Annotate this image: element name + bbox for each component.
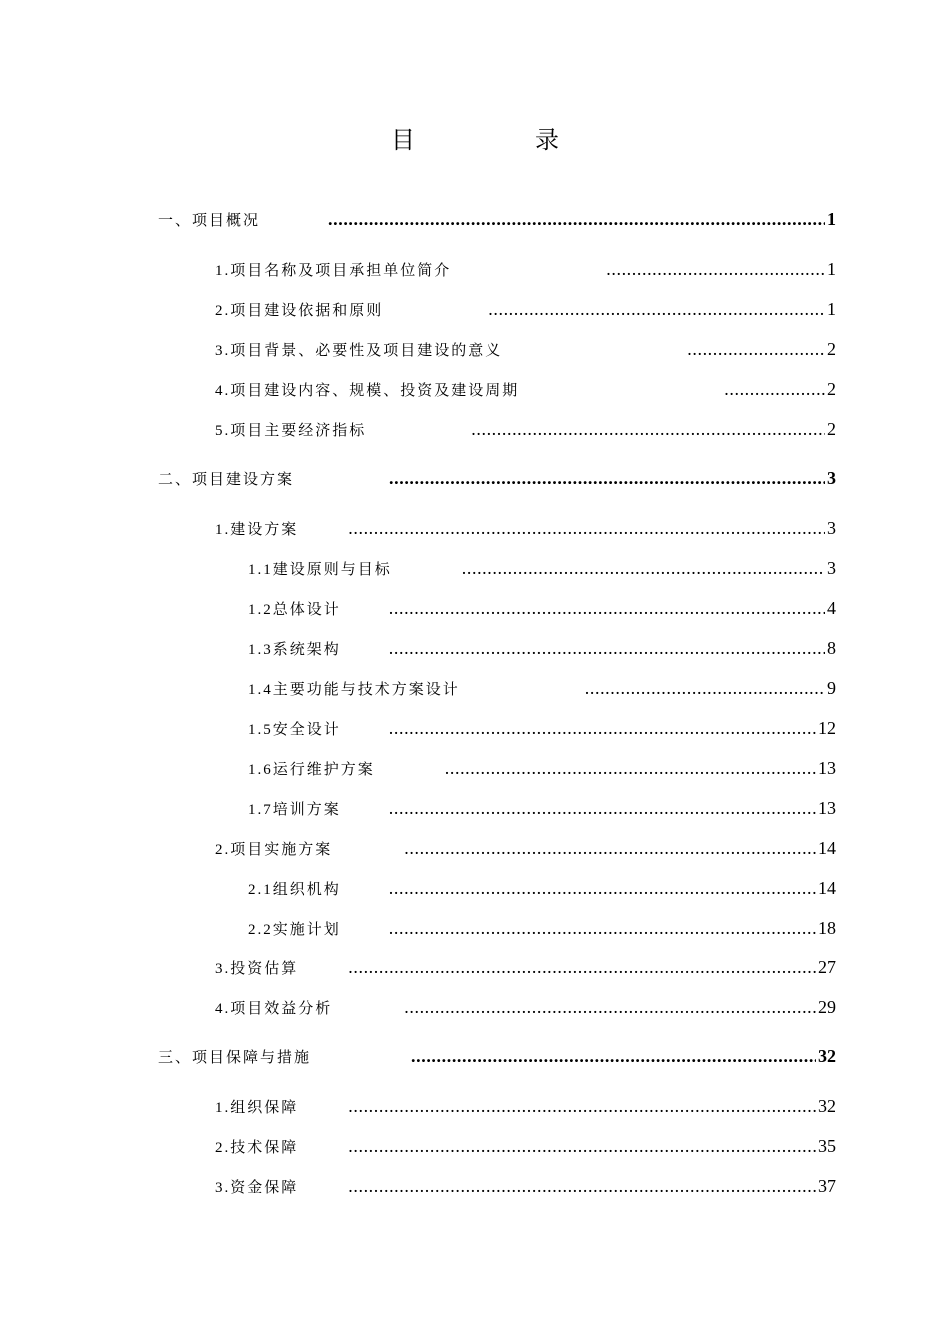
- toc-leader-dots: [488, 297, 825, 321]
- toc-entry[interactable]: [248, 916, 836, 940]
- toc-page-number: 1: [827, 299, 836, 319]
- toc-leader-dots: [471, 417, 825, 441]
- toc-leader-dots: [389, 716, 816, 740]
- toc-entry-label: 1.建设方案: [215, 522, 299, 538]
- toc-page-number: 14: [818, 838, 836, 858]
- toc-entry-label: 1.组织保障: [215, 1100, 299, 1116]
- toc-entry[interactable]: [248, 676, 836, 700]
- toc-entry[interactable]: [215, 417, 836, 441]
- toc-entry-label: 5.项目主要经济指标: [215, 423, 367, 439]
- toc-entry-label: 4.项目效益分析: [215, 1001, 333, 1017]
- toc-entry-label: 4.项目建设内容、规模、投资及建设周期: [215, 383, 520, 399]
- toc-leader-dots: [389, 796, 816, 820]
- toc-entry-label: 1.4主要功能与技术方案设计: [248, 682, 460, 698]
- toc-entry[interactable]: [215, 955, 836, 979]
- toc-page-number: 2: [827, 419, 836, 439]
- toc-page-number: 3: [827, 468, 836, 488]
- toc-leader-dots: [348, 1094, 816, 1118]
- toc-entry-label: 1.3系统架构: [248, 642, 341, 658]
- toc-entry-label: 1.2总体设计: [248, 602, 341, 618]
- toc-leader-dots: [348, 955, 816, 979]
- toc-page-number: 13: [818, 798, 836, 818]
- toc-entry[interactable]: [215, 1134, 836, 1158]
- toc-entry-label: 二、项目建设方案: [158, 472, 295, 488]
- toc-page-number: 32: [818, 1096, 836, 1116]
- toc-leader-dots: [328, 207, 825, 231]
- toc-page-number: 3: [827, 518, 836, 538]
- toc-entry-label: 1.5安全设计: [248, 722, 341, 738]
- toc-page-number: 13: [818, 758, 836, 778]
- toc-page-number: 2: [827, 339, 836, 359]
- toc-entry-label: 2.项目建设依据和原则: [215, 303, 384, 319]
- toc-leader-dots: [445, 756, 816, 780]
- toc-entry[interactable]: [248, 876, 836, 900]
- toc-entry-label: 3.项目背景、必要性及项目建设的意义: [215, 343, 503, 359]
- toc-leader-dots: [687, 337, 825, 361]
- toc-entry[interactable]: [248, 636, 836, 660]
- toc-page-number: 3: [827, 558, 836, 578]
- toc-leader-dots: [585, 676, 825, 700]
- toc-entry-label: 3.投资估算: [215, 961, 299, 977]
- toc-page-number: 35: [818, 1136, 836, 1156]
- toc-page-number: 18: [818, 918, 836, 938]
- toc-leader-dots: [462, 556, 825, 580]
- toc-entry[interactable]: [215, 995, 836, 1019]
- toc-page-number: 32: [818, 1046, 836, 1066]
- toc-leader-dots: [348, 1134, 816, 1158]
- toc-entry-label: 2.技术保障: [215, 1140, 299, 1156]
- toc-entry[interactable]: [215, 836, 836, 860]
- toc-entry-chapter-2[interactable]: [158, 466, 836, 490]
- toc-entry-label: 2.1组织机构: [248, 882, 341, 898]
- toc-entry-label: 2.2实施计划: [248, 922, 341, 938]
- toc-entry-chapter-3[interactable]: [158, 1044, 836, 1068]
- toc-entry-label: 2.项目实施方案: [215, 842, 333, 858]
- toc-entry-chapter-1[interactable]: [158, 207, 836, 231]
- toc-page-number: 8: [827, 638, 836, 658]
- toc-entry[interactable]: [248, 756, 836, 780]
- toc-entry-label: 3.资金保障: [215, 1180, 299, 1196]
- toc-entry-label: 1.项目名称及项目承担单位简介: [215, 263, 452, 279]
- toc-entry[interactable]: [215, 516, 836, 540]
- toc-page-number: 9: [827, 678, 836, 698]
- toc-entry[interactable]: [215, 257, 836, 281]
- toc-page-number: 2: [827, 379, 836, 399]
- toc-leader-dots: [606, 257, 825, 281]
- toc-page-number: 12: [818, 718, 836, 738]
- toc-entry[interactable]: [215, 1094, 836, 1118]
- toc-page-number: 1: [827, 259, 836, 279]
- toc-entry-label: 三、项目保障与措施: [158, 1050, 312, 1066]
- toc-page-number: 27: [818, 957, 836, 977]
- toc-entry[interactable]: [248, 596, 836, 620]
- toc-entry[interactable]: [215, 297, 836, 321]
- toc-leader-dots: [404, 995, 816, 1019]
- toc-entry[interactable]: [248, 716, 836, 740]
- toc-page-number: 29: [818, 997, 836, 1017]
- toc-leader-dots: [348, 1174, 816, 1198]
- toc-leader-dots: [724, 377, 825, 401]
- toc-page-number: 37: [818, 1176, 836, 1196]
- toc-entry[interactable]: [215, 337, 836, 361]
- toc-entry[interactable]: [215, 377, 836, 401]
- toc-entry-label: 1.7培训方案: [248, 802, 341, 818]
- toc-page-number: 4: [827, 598, 836, 618]
- toc-entry-label: 1.1建设原则与目标: [248, 562, 392, 578]
- toc-leader-dots: [348, 516, 825, 540]
- toc-page-number: 14: [818, 878, 836, 898]
- toc-leader-dots: [389, 596, 825, 620]
- toc-entry[interactable]: [248, 556, 836, 580]
- toc-leader-dots: [389, 466, 825, 490]
- toc-entry[interactable]: [215, 1174, 836, 1198]
- toc-entry[interactable]: [248, 796, 836, 820]
- toc-page-number: 1: [827, 209, 836, 229]
- toc-leader-dots: [411, 1044, 816, 1068]
- toc-leader-dots: [389, 636, 825, 660]
- toc-leader-dots: [389, 876, 816, 900]
- page-title: 目 录: [391, 128, 607, 154]
- toc-leader-dots: [404, 836, 816, 860]
- toc-leader-dots: [389, 916, 816, 940]
- toc-entry-label: 1.6运行维护方案: [248, 762, 375, 778]
- toc-entry-label: 一、项目概况: [158, 213, 261, 229]
